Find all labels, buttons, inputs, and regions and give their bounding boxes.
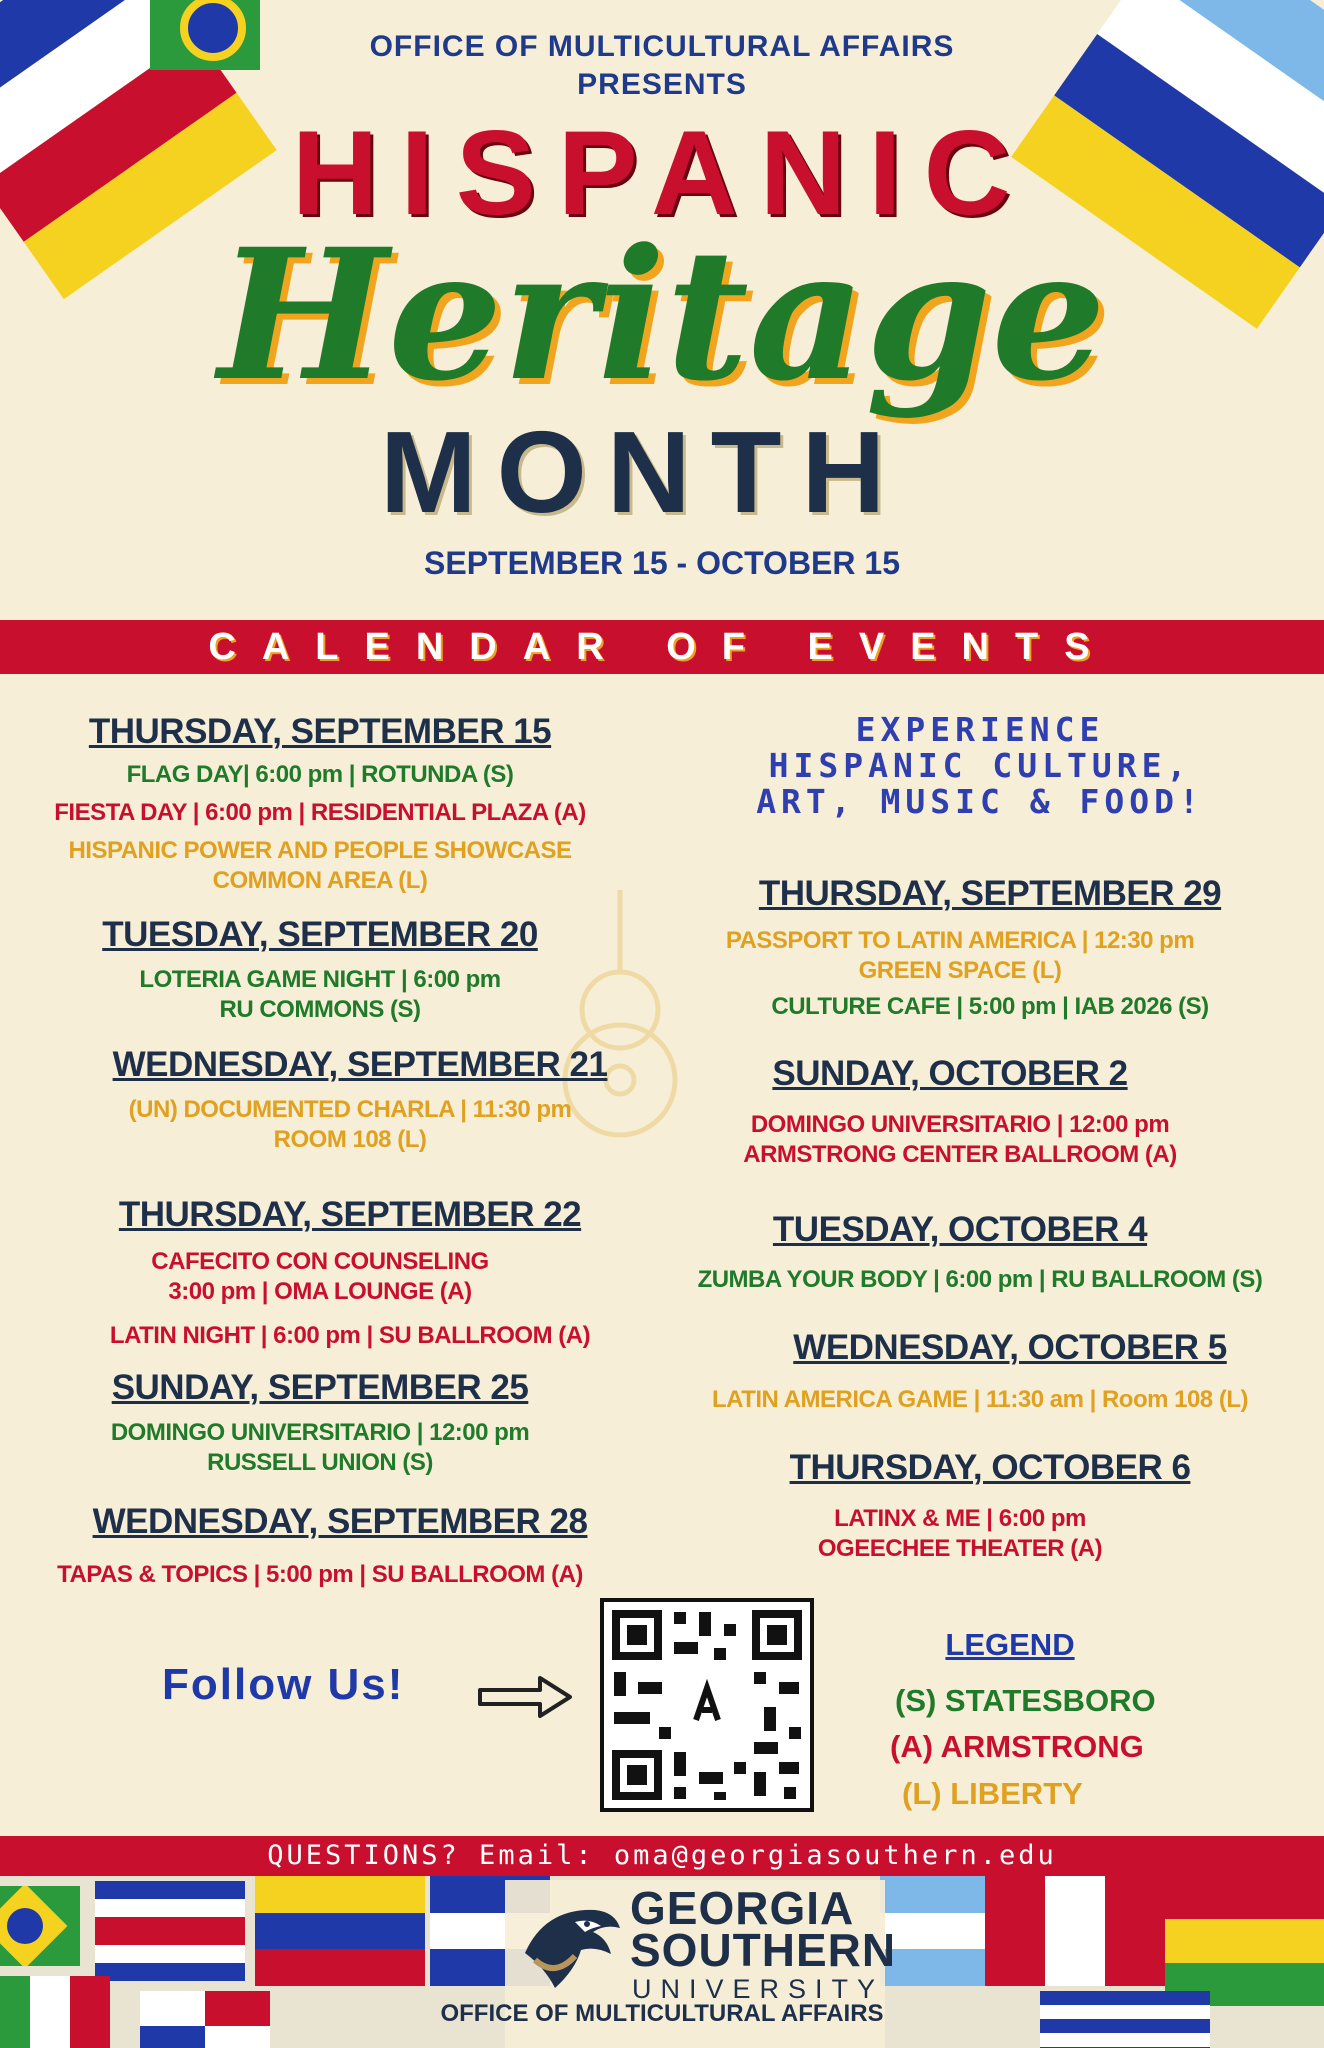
event-line: DOMINGO UNIVERSITARIO | 12:00 pm [110, 1419, 530, 1446]
arrow-right-icon [475, 1672, 575, 1722]
event-line: TAPAS & TOPICS | 5:00 pm | SU BALLROOM (A) [57, 1561, 583, 1588]
event-line: LOTERIA GAME NIGHT | 6:00 pm [139, 966, 501, 993]
eagle-logo-icon [515, 1898, 625, 1998]
title-month: MONTH [380, 407, 906, 537]
event-line: FLAG DAY| 6:00 pm | ROTUNDA (S) [126, 761, 514, 788]
event-day-heading: WEDNESDAY, SEPTEMBER 21 [112, 1045, 608, 1084]
flag-honduras [880, 1876, 990, 1986]
legend-title: LEGEND [945, 1627, 1075, 1662]
qr-code-pattern [604, 1602, 810, 1808]
event-day-heading: THURSDAY, SEPTEMBER 22 [118, 1195, 582, 1234]
flag-brazil [0, 1886, 80, 1966]
event-day-heading: THURSDAY, OCTOBER 6 [789, 1448, 1191, 1487]
event-day-heading: TUESDAY, OCTOBER 4 [772, 1210, 1148, 1249]
event-line: ZUMBA YOUR BODY | 6:00 pm | RU BALLROOM (S) [697, 1266, 1263, 1293]
flag-bolivia [1165, 1876, 1324, 2006]
follow-us-label: Follow Us! [162, 1660, 405, 1709]
legend-liberty: (L) LIBERTY [902, 1776, 1083, 1811]
experience-tagline [690, 712, 1270, 820]
event-line: GREEN SPACE (L) [858, 957, 1062, 984]
event-line: RU COMMONS (S) [219, 996, 421, 1023]
event-line: OGEECHEE THEATER (A) [817, 1535, 1103, 1562]
calendar-title: CALENDAR OF EVENTS [208, 626, 1116, 668]
legend-armstrong: (A) ARMSTRONG [890, 1729, 1144, 1764]
questions-banner [0, 1836, 1324, 1876]
event-line: LATINX & ME | 6:00 pm [834, 1505, 1086, 1532]
event-day-heading: THURSDAY, SEPTEMBER 15 [88, 712, 552, 751]
title-hispanic: HISPANIC [291, 106, 1033, 240]
event-day-heading: SUNDAY, OCTOBER 2 [772, 1054, 1128, 1093]
event-line: (UN) DOCUMENTED CHARLA | 11:30 pm [128, 1096, 572, 1123]
university-name-line3: UNIVERSITY [632, 1974, 885, 2004]
event-line: ARMSTRONG CENTER BALLROOM (A) [743, 1141, 1177, 1168]
flag-costa-rica [95, 1881, 245, 1981]
tagline-line: ART, MUSIC & FOOD! [756, 782, 1204, 821]
office-name: OFFICE OF MULTICULTURAL AFFAIRS [369, 30, 955, 63]
legend-statesboro: (S) STATESBORO [895, 1683, 1156, 1718]
event-line: LATIN NIGHT | 6:00 pm | SU BALLROOM (A) [109, 1322, 591, 1349]
event-day-heading: TUESDAY, SEPTEMBER 20 [102, 915, 538, 954]
questions-text: QUESTIONS? Email: oma@georgiasouthern.edu [267, 1840, 1057, 1871]
tagline-line: EXPERIENCE [855, 710, 1105, 749]
qr-code[interactable] [600, 1598, 814, 1812]
tagline-line: HISPANIC CULTURE, [768, 746, 1192, 785]
calendar-banner [0, 620, 1324, 674]
event-day-heading: THURSDAY, SEPTEMBER 29 [758, 874, 1222, 913]
university-name-line2: SOUTHERN [630, 1924, 897, 1976]
event-line: PASSPORT TO LATIN AMERICA | 12:30 pm [725, 927, 1195, 954]
event-line: ROOM 108 (L) [273, 1126, 427, 1153]
flag-venezuela [255, 1876, 425, 1986]
event-line: CAFECITO CON COUNSELING [151, 1248, 489, 1275]
event-line: DOMINGO UNIVERSITARIO | 12:00 pm [750, 1111, 1170, 1138]
event-dates: SEPTEMBER 15 - OCTOBER 15 [424, 545, 900, 581]
event-day-heading: WEDNESDAY, SEPTEMBER 28 [92, 1502, 588, 1541]
event-line: CULTURE CAFE | 5:00 pm | IAB 2026 (S) [771, 993, 1209, 1020]
title-heritage: Heritage [218, 210, 1106, 421]
flag-peru [985, 1876, 1165, 1986]
event-line: HISPANIC POWER AND PEOPLE SHOWCASE [68, 837, 572, 864]
footer-office-name: OFFICE OF MULTICULTURAL AFFAIRS [440, 2000, 884, 2027]
event-day-heading: SUNDAY, SEPTEMBER 25 [111, 1368, 529, 1407]
event-day-heading: WEDNESDAY, OCTOBER 5 [793, 1328, 1227, 1367]
event-line: RUSSELL UNION (S) [207, 1449, 433, 1476]
office-presents [0, 28, 1324, 104]
university-name-line1: GEORGIA [630, 1882, 855, 1934]
presents-label: PRESENTS [577, 68, 747, 101]
event-line: 3:00 pm | OMA LOUNGE (A) [168, 1278, 472, 1305]
event-line: FIESTA DAY | 6:00 pm | RESIDENTIAL PLAZA (A) [54, 799, 586, 826]
event-line: COMMON AREA (L) [212, 867, 428, 894]
event-line: LATIN AMERICA GAME | 11:30 am | Room 108 (L) [712, 1386, 1248, 1413]
